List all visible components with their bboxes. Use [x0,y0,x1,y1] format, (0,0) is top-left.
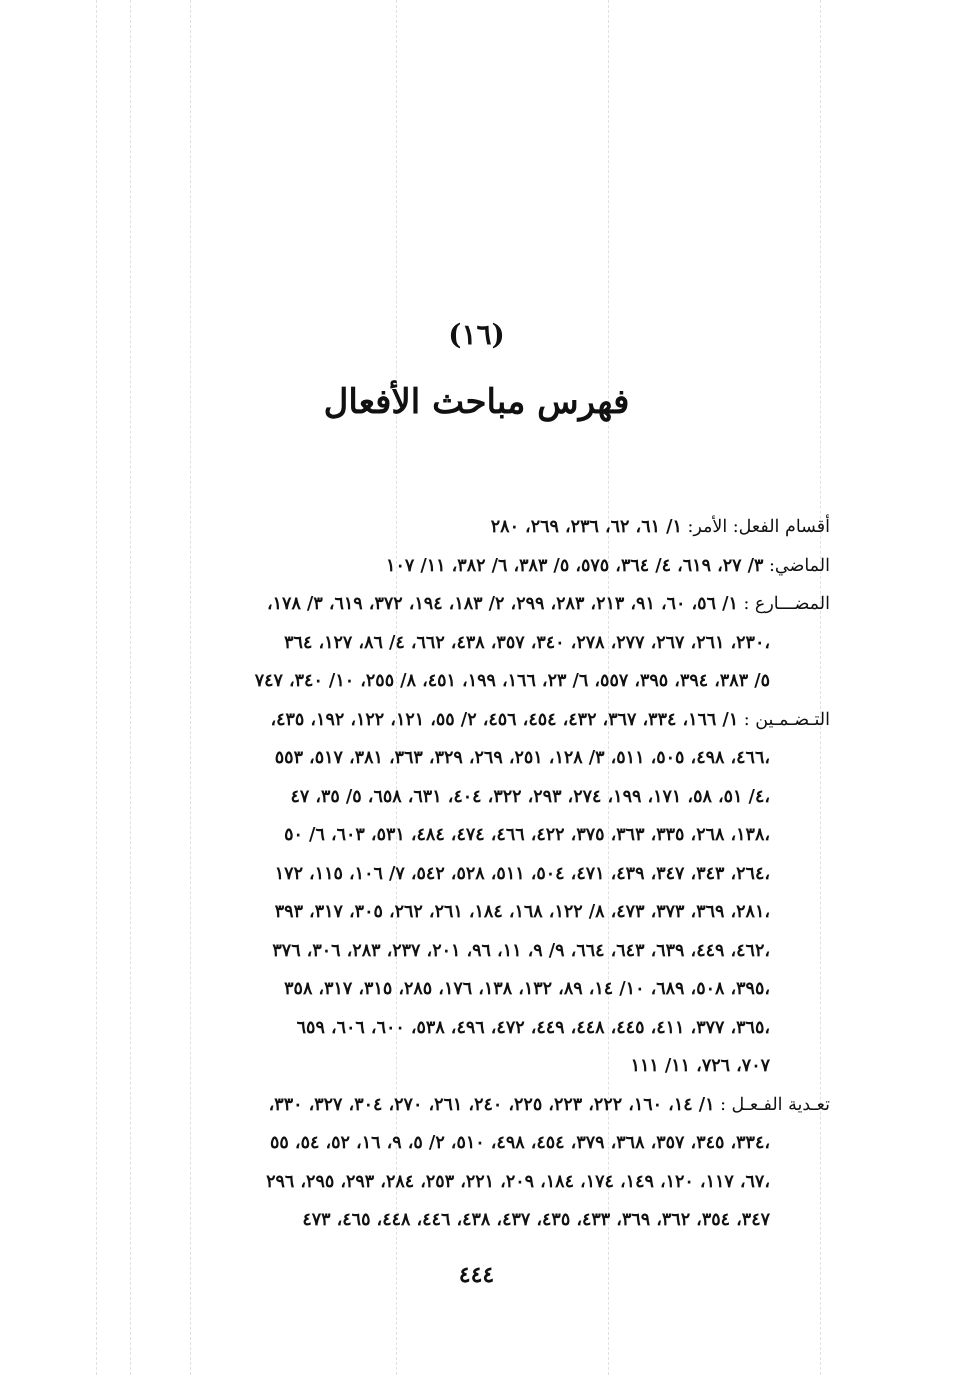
entry-pages-line: ٣/ ٢٧، ٦١٩، ٤/ ٣٦٤، ٥٧٥، ٥/ ٣٨٣، ٦/ ٣٨٢، ١١/ ١٠٧ [386,555,764,576]
entry-pages-line: ٤٦٦، ٤٩٨، ٥٠٥، ٥١١، ٣/ ١٢٨، ٢٥١، ٢٦٩، ٣٢٩، ٣٦٣، ٣٨١، ٥١٧، ٥٥٣، [274,748,770,768]
entry-head-tadiya: تعـدية الفـعـل : [714,1094,830,1115]
entry-pages-line: ٢٣٠، ٢٦١، ٢٦٧، ٢٧٧، ٢٧٨، ٣٤٠، ٣٥٧، ٤٣٨، ٦٦٢، ٤/ ٨٦، ١٢٧، ٣٦٤، [284,632,770,653]
entry-pages-line: ٣٣٤، ٣٤٥، ٣٥٧، ٣٦٨، ٣٧٩، ٤٥٤، ٤٩٨، ٥١٠، ٢/ ٥، ٩، ١٦، ٥٢، ٥٤، ٥٥، [270,1133,770,1153]
entry-tadmin [70,701,830,740]
index-body [70,508,830,1240]
entry-pages-line: ٤٦٢، ٤٤٩، ٦٣٩، ٦٤٣، ٦٦٤، ٩/ ٩، ١١، ٩٦، ٢٠١، ٢٣٧، ٢٨٣، ٣٠٦، ٣٧٦، [272,940,770,961]
entry-head-tadmin: التـضـمـين : [738,709,830,730]
entry-pages-line: ٣٦٥، ٣٧٧، ٤١١، ٤٤٥، ٤٤٨، ٤٤٩، ٤٧٢، ٤٩٦، ٥٣٨، ٦٠٠، ٦٠٦، ٦٥٩، [296,1017,770,1038]
entry-pages-line: ١/ ٥٦، ٦٠، ٩١، ٢١٣، ٢٨٣، ٢٩٩، ٢/ ١٨٣، ١٩٤، ٣٧٢، ٦١٩، ٣/ ١٧٨، [266,594,738,614]
chapter-title: فهرس مباحث الأفعال [323,382,630,422]
entry-mudari [70,585,830,624]
entry-head-amr: أقسام الفعل: الأمر: [681,517,830,537]
entry-pages-line: ١/ ١٤، ١٦٠، ٢٢٢، ٢٢٣، ٢٢٥، ٢٤٠، ٢٦١، ٢٧٠، ٣٠٤، ٣٢٧، ٣٣٠، [268,1094,715,1115]
entry-madi [70,547,830,586]
entry-pages-line: ٢٦٤، ٣٤٣، ٣٤٧، ٤٣٩، ٤٧١، ٥٠٤، ٥١١، ٥٢٨، ٥٤٢، ٧/ ١٠٦، ١١٥، ١٧٢، [274,863,770,884]
entry-pages-line: ١/ ١٦٦، ٣٣٤، ٣٦٧، ٤٣٢، ٤٥٤، ٤٥٦، ٢/ ٥٥، ١٢١، ١٢٢، ١٩٢، ٤٣٥، [270,709,739,730]
entry-head-madi: الماضي: [763,555,830,576]
entry-pages-line: ٢٨١، ٣٦٩، ٣٧٣، ٤٧٣، ٨/ ١٢٢، ١٦٨، ١٨٤، ٢٦١، ٢٦٢، ٣٠٥، ٣١٧، ٣٩٣، [274,902,770,922]
entry-head-mudari: المضـــارع : [737,594,830,614]
entry-pages-line: ١/ ٦١، ٦٢، ٢٣٦، ٢٦٩، ٢٨٠ [490,517,682,537]
entry-tadiya [70,1086,830,1125]
entry-pages-line: ٥/ ٣٨٣، ٣٩٤، ٣٩٥، ٥٥٧، ٦/ ٢٣، ١٦٦، ١٩٩، ٤٥١، ٨/ ٢٥٥، ١٠/ ٣٤٠، ٧٤٧ [254,671,770,691]
chapter-number: (١٦) [448,318,505,351]
page-number: ٤٤٤ [458,1262,495,1288]
entry-pages-line: ٣٤٧، ٣٥٤، ٣٦٢، ٣٦٩، ٤٣٣، ٤٣٥، ٤٣٧، ٤٣٨، ٤٤٦، ٤٤٨، ٤٦٥، ٤٧٣ [302,1210,770,1230]
entry-pages-line: ٦٧، ١١٧، ١٢٠، ١٤٩، ١٧٤، ١٨٤، ٢٠٩، ٢٢١، ٢٥٣، ٢٨٤، ٢٩٣، ٢٩٥، ٢٩٦، [266,1171,770,1192]
entry-pages-line: ٣٩٥، ٥٠٨، ٦٨٩، ١٠/ ١٤، ٨٩، ١٣٢، ١٣٨، ١٧٦، ٢٨٥، ٣١٥، ٣١٧، ٣٥٨، [284,979,770,999]
entry-amr [70,508,830,547]
entry-pages-line: ١٣٨، ٢٦٨، ٣٣٥، ٣٦٣، ٣٧٥، ٤٢٢، ٤٦٦، ٤٧٤، ٤٨٤، ٥٣١، ٦٠٣، ٦/ ٥٠، [284,825,770,845]
entry-pages-line: ٧٠٧، ٧٢٦، ١١/ ١١١ [630,1056,770,1076]
entry-pages-line: ٤/ ٥١، ٥٨، ١٧١، ١٩٩، ٢٧٤، ٢٩٣، ٣٢٢، ٤٠٤، ٦٣١، ٦٥٨، ٥/ ٣٥، ٤٧، [290,786,770,807]
